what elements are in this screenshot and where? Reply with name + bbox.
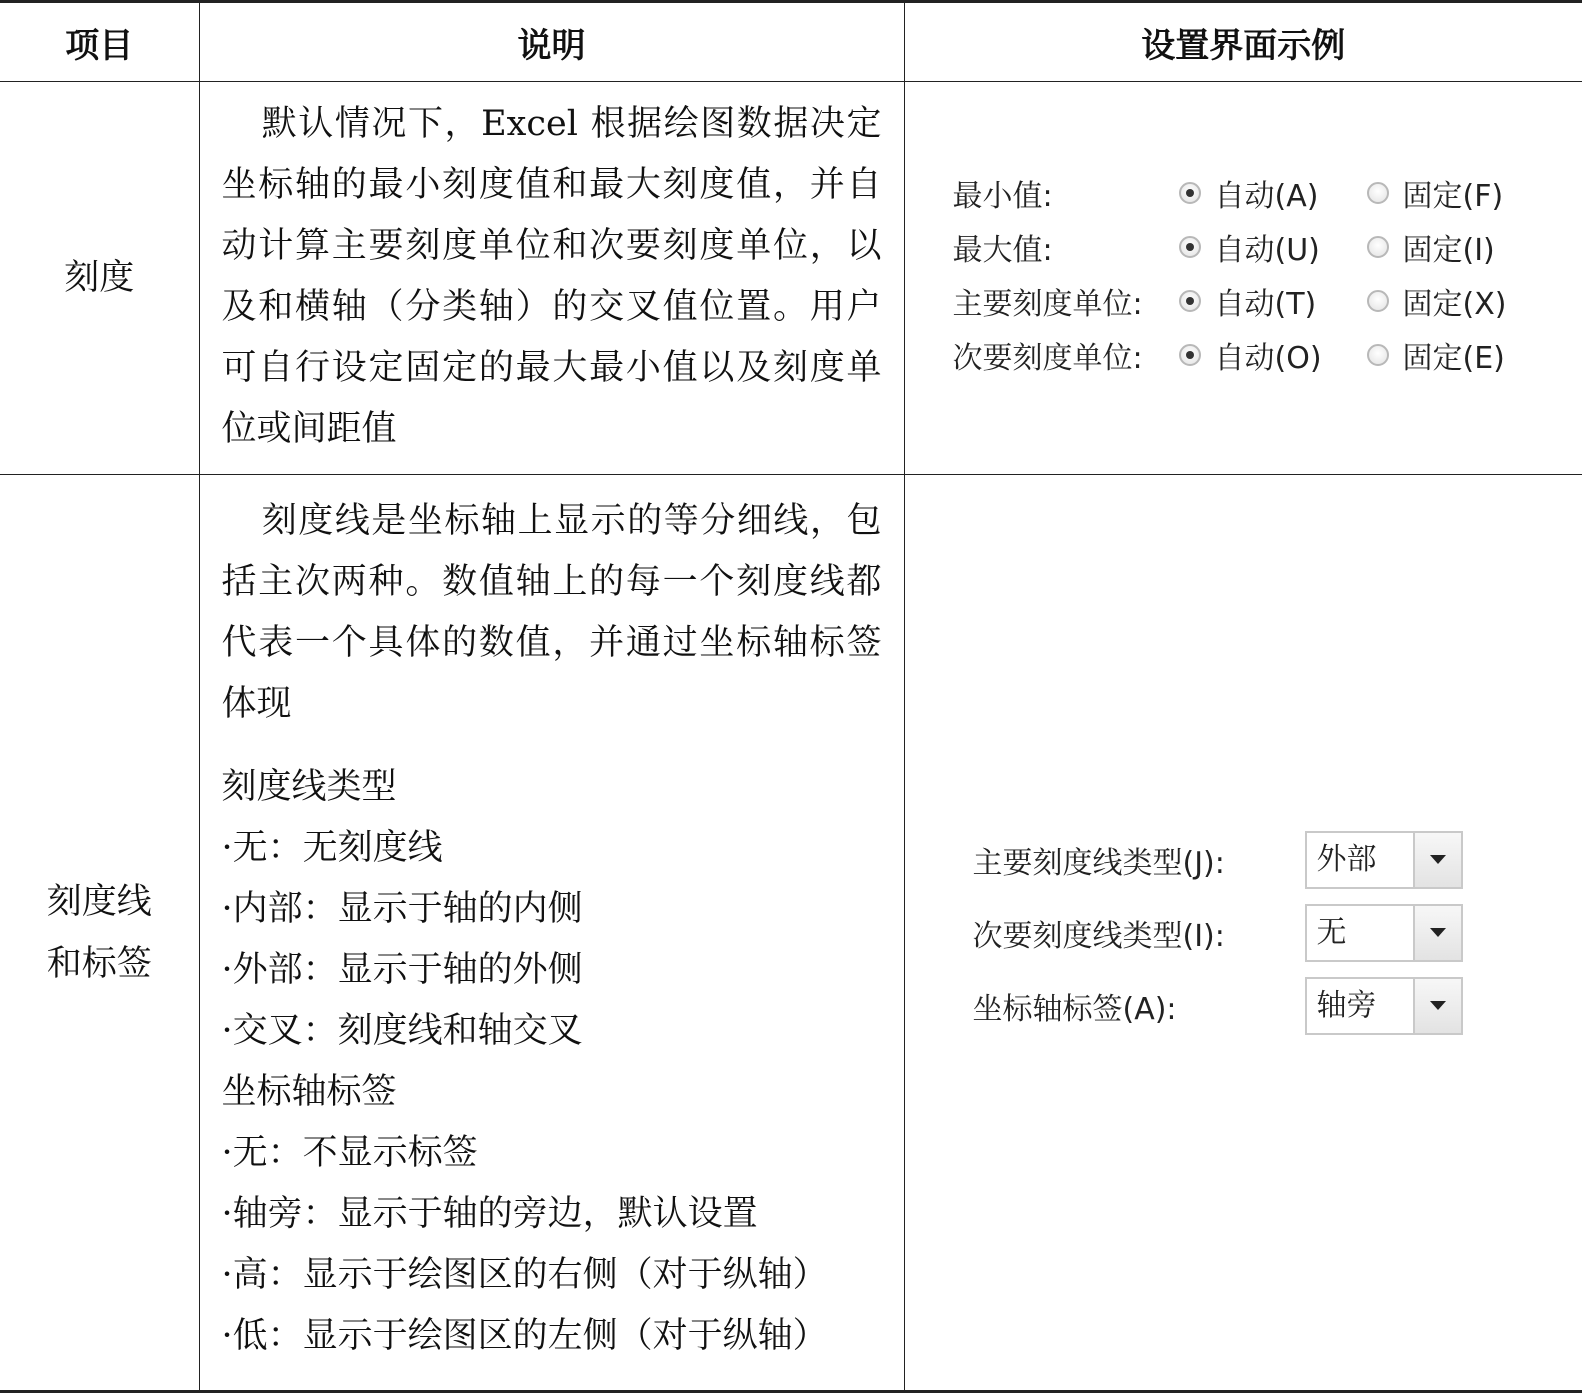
chevron-down-icon[interactable] [1413, 906, 1461, 960]
min-fixed-label: 固定(F) [1403, 171, 1504, 215]
radio-selected-icon[interactable] [1179, 182, 1201, 204]
max-auto-label: 自动(U) [1215, 225, 1320, 269]
tick-type-item: ·无：无刻度线 [222, 818, 882, 879]
max-auto-option[interactable] [1179, 225, 1367, 269]
minor-tick-type-label: 次要刻度线类型(I): [973, 911, 1305, 955]
radio-selected-icon[interactable] [1179, 236, 1201, 258]
tick-settings-panel [973, 823, 1582, 1042]
min-auto-label: 自动(A) [1215, 171, 1319, 215]
scale-example-cell [904, 82, 1582, 475]
radio-unselected-icon[interactable] [1367, 236, 1389, 258]
radio-unselected-icon[interactable] [1367, 290, 1389, 312]
minor-auto-label: 自动(O) [1215, 333, 1322, 377]
major-auto-label: 自动(T) [1215, 279, 1317, 323]
radio-unselected-icon[interactable] [1367, 344, 1389, 366]
header-row [0, 2, 1582, 82]
tick-type-item: ·外部：显示于轴的外侧 [222, 940, 882, 1001]
minor-auto-option[interactable] [1179, 333, 1367, 377]
minor-tick-type-value: 无 [1307, 906, 1413, 960]
scale-item: 刻度 [0, 82, 199, 475]
minor-unit-label: 次要刻度单位: [953, 333, 1179, 377]
header-item: 项目 [0, 2, 199, 82]
min-auto-option[interactable] [1179, 171, 1367, 215]
axis-label-label: 坐标轴标签(A): [973, 984, 1305, 1028]
axis-label-item: ·低：显示于绘图区的左侧（对于纵轴） [222, 1306, 882, 1367]
ticks-description: 刻度线是坐标轴上显示的等分细线，包括主次两种。数值轴上的每一个刻度线都代表一个具体的数值，并通过坐标轴标签体现 [222, 491, 882, 735]
scale-settings-panel [953, 166, 1582, 382]
major-auto-option[interactable] [1179, 279, 1367, 323]
major-tick-type-select[interactable] [1305, 831, 1463, 889]
max-fixed-label: 固定(I) [1403, 225, 1495, 269]
radio-selected-icon[interactable] [1179, 290, 1201, 312]
min-value-row [953, 166, 1582, 220]
tick-type-item: ·交叉：刻度线和轴交叉 [222, 1001, 882, 1062]
major-tick-type-row [973, 823, 1582, 896]
max-value-row [953, 220, 1582, 274]
minor-tick-type-select[interactable] [1305, 904, 1463, 962]
min-value-label: 最小值: [953, 171, 1179, 215]
minor-fixed-option[interactable] [1367, 333, 1505, 377]
major-unit-row [953, 274, 1582, 328]
axis-label-value: 轴旁 [1307, 979, 1413, 1033]
minor-tick-type-row [973, 896, 1582, 969]
axis-label-item: ·轴旁：显示于轴的旁边，默认设置 [222, 1184, 882, 1245]
minor-fixed-label: 固定(E) [1403, 333, 1505, 377]
major-tick-type-label: 主要刻度线类型(J): [973, 838, 1305, 882]
ticks-item-line2: 和标签 [0, 933, 199, 995]
max-fixed-option[interactable] [1367, 225, 1495, 269]
major-fixed-option[interactable] [1367, 279, 1507, 323]
axis-label-title: 坐标轴标签 [222, 1062, 882, 1123]
scale-row [0, 82, 1582, 475]
radio-selected-icon[interactable] [1179, 344, 1201, 366]
header-description: 说明 [199, 2, 904, 82]
min-fixed-option[interactable] [1367, 171, 1504, 215]
major-tick-type-value: 外部 [1307, 833, 1413, 887]
header-example: 设置界面示例 [904, 2, 1582, 82]
minor-unit-row [953, 328, 1582, 382]
ticks-description-cell [199, 475, 904, 1392]
major-unit-label: 主要刻度单位: [953, 279, 1179, 323]
ticks-row [0, 475, 1582, 1392]
ticks-item [0, 475, 199, 1392]
scale-description-cell [199, 82, 904, 475]
chevron-down-icon[interactable] [1413, 979, 1461, 1033]
ticks-example-cell [904, 475, 1582, 1392]
max-value-label: 最大值: [953, 225, 1179, 269]
axis-label-select[interactable] [1305, 977, 1463, 1035]
axis-label-item: ·无：不显示标签 [222, 1123, 882, 1184]
radio-unselected-icon[interactable] [1367, 182, 1389, 204]
ticks-item-line1: 刻度线 [0, 871, 199, 933]
tick-type-item: ·内部：显示于轴的内侧 [222, 879, 882, 940]
scale-description: 默认情况下，Excel 根据绘图数据决定坐标轴的最小刻度值和最大刻度值，并自动计算主要刻度单位和次要刻度单位，以及和横轴（分类轴）的交叉值位置。用户可自行设定固定的最大最小值以及刻度单位或间距值 [222, 94, 882, 460]
tick-type-title: 刻度线类型 [222, 757, 882, 818]
major-fixed-label: 固定(X) [1403, 279, 1507, 323]
chevron-down-icon[interactable] [1413, 833, 1461, 887]
axis-label-item: ·高：显示于绘图区的右侧（对于纵轴） [222, 1245, 882, 1306]
axis-label-row [973, 969, 1582, 1042]
